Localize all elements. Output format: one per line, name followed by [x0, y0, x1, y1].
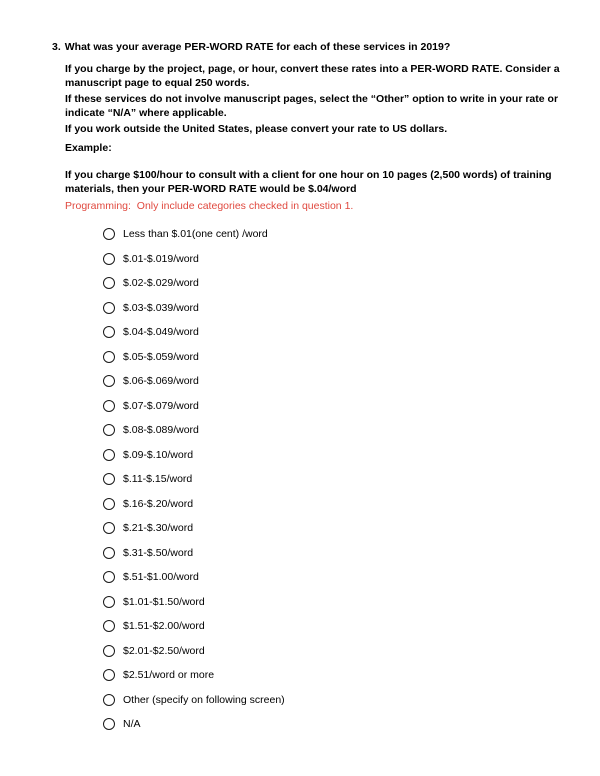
- radio-option[interactable]: [103, 320, 560, 345]
- radio-option[interactable]: [103, 418, 560, 443]
- radio-option[interactable]: [103, 222, 560, 247]
- question-3: [52, 40, 560, 54]
- instruction-convert-rates: If you charge by the project, page, or hour, convert these rates into a PER-WORD RATE. Consider a manuscript page to equal 250 words.: [65, 63, 560, 89]
- radio-option-label: $2.01-$2.50/word: [123, 644, 205, 657]
- radio-button-icon[interactable]: [103, 645, 115, 657]
- radio-option-label: Other (specify on following screen): [123, 693, 285, 706]
- radio-button-icon[interactable]: [103, 326, 115, 338]
- radio-option[interactable]: [103, 443, 560, 468]
- radio-option[interactable]: [103, 565, 560, 590]
- radio-option-label: N/A: [123, 718, 141, 731]
- radio-option[interactable]: [103, 492, 560, 517]
- question-number: 3.: [52, 41, 61, 53]
- radio-option-label: $.02-$.029/word: [123, 277, 199, 290]
- radio-button-icon[interactable]: [103, 522, 115, 534]
- example-text: If you charge $100/hour to consult with a client for one hour on 10 pages (2,500 words) of training materials, then your PER-WORD RATE would be $.04/word: [65, 169, 552, 195]
- radio-option-label: $.11-$.15/word: [123, 473, 193, 486]
- radio-option[interactable]: [103, 516, 560, 541]
- radio-option[interactable]: [103, 369, 560, 394]
- radio-option-label: $.03-$.039/word: [123, 301, 199, 314]
- radio-option-label: $1.51-$2.00/word: [123, 620, 205, 633]
- radio-button-icon[interactable]: [103, 473, 115, 485]
- example-label: Example:: [65, 142, 112, 154]
- rate-options-list: [103, 222, 560, 737]
- instruction-us-dollars: If you work outside the United States, please convert your rate to US dollars.: [65, 123, 448, 135]
- radio-button-icon[interactable]: [103, 449, 115, 461]
- radio-button-icon[interactable]: [103, 620, 115, 632]
- radio-button-icon[interactable]: [103, 694, 115, 706]
- radio-button-icon[interactable]: [103, 424, 115, 436]
- radio-option-label: $.07-$.079/word: [123, 399, 199, 412]
- radio-button-icon[interactable]: [103, 351, 115, 363]
- programming-note: Programming: Only include categories checked in question 1.: [65, 200, 354, 212]
- radio-button-icon[interactable]: [103, 253, 115, 265]
- radio-button-icon[interactable]: [103, 547, 115, 559]
- radio-button-icon[interactable]: [103, 228, 115, 240]
- radio-option[interactable]: [103, 639, 560, 664]
- radio-button-icon[interactable]: [103, 375, 115, 387]
- radio-option-label: Less than $.01(one cent) /word: [123, 228, 268, 241]
- radio-option[interactable]: [103, 590, 560, 615]
- question-text: What was your average PER-WORD RATE for each of these services in 2019?: [64, 41, 451, 53]
- radio-option-label: $.51-$1.00/word: [123, 571, 199, 584]
- radio-option[interactable]: [103, 271, 560, 296]
- radio-button-icon[interactable]: [103, 302, 115, 314]
- radio-option-label: $.04-$.049/word: [123, 326, 199, 339]
- radio-option[interactable]: [103, 688, 560, 713]
- instruction-other-option: If these services do not involve manuscript pages, select the “Other” option to write in your rate or indicate “N/A” where applicable.: [65, 93, 559, 119]
- radio-button-icon[interactable]: [103, 718, 115, 730]
- radio-option[interactable]: [103, 345, 560, 370]
- radio-button-icon[interactable]: [103, 669, 115, 681]
- radio-option[interactable]: [103, 247, 560, 272]
- radio-button-icon[interactable]: [103, 571, 115, 583]
- radio-option-label: $1.01-$1.50/word: [123, 595, 205, 608]
- radio-button-icon[interactable]: [103, 400, 115, 412]
- radio-option-label: $2.51/word or more: [123, 669, 215, 682]
- radio-option-label: $.16-$.20/word: [123, 497, 194, 510]
- radio-option-label: $.21-$.30/word: [123, 522, 194, 535]
- radio-option-label: $.05-$.059/word: [123, 350, 199, 363]
- radio-option-label: $.01-$.019/word: [123, 252, 199, 265]
- radio-option-label: $.31-$.50/word: [123, 546, 194, 559]
- radio-option[interactable]: [103, 296, 560, 321]
- radio-button-icon[interactable]: [103, 498, 115, 510]
- radio-option[interactable]: [103, 541, 560, 566]
- radio-option[interactable]: [103, 663, 560, 688]
- radio-option[interactable]: [103, 467, 560, 492]
- radio-option-label: $.09-$.10/word: [123, 448, 194, 461]
- radio-button-icon[interactable]: [103, 277, 115, 289]
- radio-option[interactable]: [103, 712, 560, 737]
- radio-button-icon[interactable]: [103, 596, 115, 608]
- radio-option[interactable]: [103, 614, 560, 639]
- radio-option-label: $.08-$.089/word: [123, 424, 199, 437]
- radio-option-label: $.06-$.069/word: [123, 375, 199, 388]
- radio-option[interactable]: [103, 394, 560, 419]
